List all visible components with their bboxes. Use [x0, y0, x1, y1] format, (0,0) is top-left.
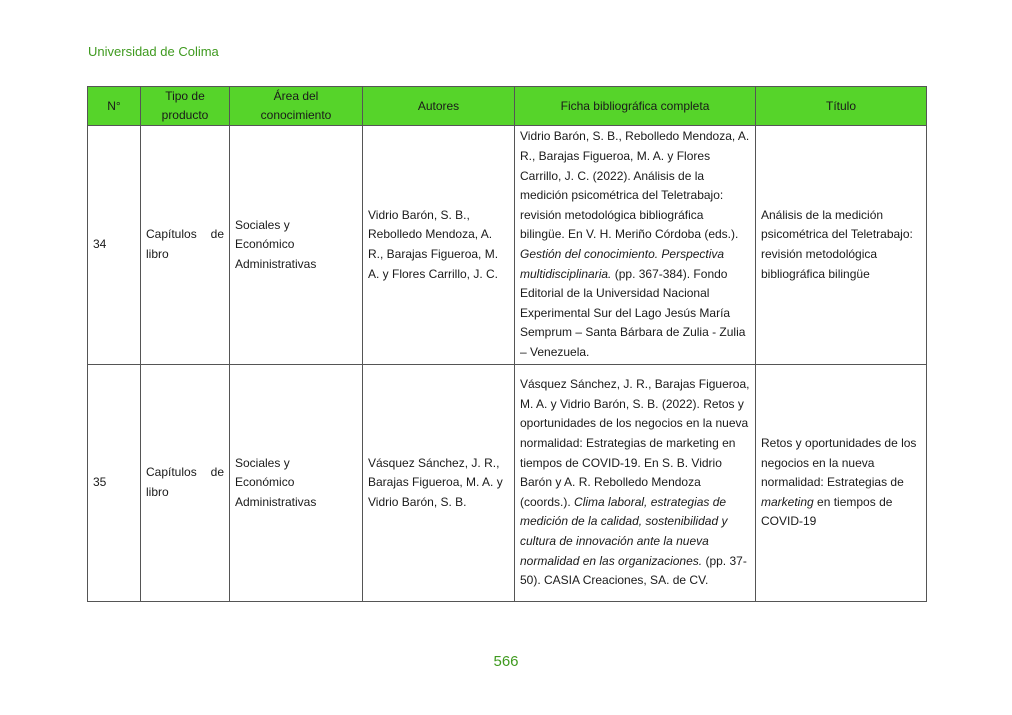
row-titulo-text: Análisis de la medición psicométrica del Teletrabajo: revisión metodológica bibliográfica bilingüe — [761, 207, 913, 281]
row-ficha-book-title: Gestión del conocimiento. Perspectiva multidisciplinaria. — [520, 247, 725, 281]
row-area-text: Sociales y Económico Administrativas — [235, 455, 317, 509]
column-header-area-label: Área del conocimiento — [260, 89, 332, 122]
row-ficha-text: Vidrio Barón, S. B., Rebolledo Mendoza, A. R., Barajas Figueroa, M. A. y Flores Carrillo, J. C. (2022). Análisis de la medición psicométrica del Teletrabajo: revisión metodológica bibliográfica bilingüe. En V. H. Meriño Córdoba (eds.). — [520, 129, 750, 242]
row-autores: Vásquez Sánchez, J. R., Barajas Figueroa, M. A. y Vidrio Barón, S. B. — [363, 365, 515, 602]
row-titulo-text: Retos y oportunidades de los negocios en la nueva normalidad: Estrategias de — [761, 436, 917, 490]
column-header-area — [230, 87, 363, 126]
column-header-tipo-label: Tipo de producto — [161, 89, 209, 122]
row-area — [230, 365, 363, 602]
row-ficha-text: Vásquez Sánchez, J. R., Barajas Figueroa, M. A. y Vidrio Barón, S. B. (2022). Retos y oportunidades de los negocios en la nueva normalidad: Estrategias de marketing en tiempos de COVID-19. En S. B. Vidrio Barón y A. R. Rebolledo Mendoza (coords.). — [520, 377, 750, 509]
column-header-autores: Autores — [363, 87, 515, 126]
table-row — [88, 365, 927, 602]
column-header-ficha: Ficha bibliográfica completa — [515, 87, 756, 126]
page-number: 566 — [493, 653, 519, 670]
row-autores: Vidrio Barón, S. B., Rebolledo Mendoza, A. R., Barajas Figueroa, M. A. y Flores Carrillo, J. C. — [363, 126, 515, 365]
row-titulo — [756, 365, 927, 602]
column-header-num: N° — [88, 87, 141, 126]
bibliography-table — [87, 86, 927, 602]
row-tipo: Capítulos de libro — [141, 126, 230, 365]
row-ficha-book-title: Clima laboral, estrategias de medición de la calidad, sostenibilidad y cultura de innovación ante la nueva normalidad en las organizaciones. — [520, 494, 728, 568]
row-number: 34 — [88, 126, 141, 365]
row-ficha-publisher: (pp. 37-50). CASIA Creaciones, SA. de CV. — [520, 553, 747, 588]
table-row — [88, 126, 927, 365]
row-titulo-italic: marketing — [761, 494, 814, 509]
table-header-row — [88, 87, 927, 126]
row-ficha-publisher: (pp. 367-384). Fondo Editorial de la Universidad Nacional Experimental Sur del Lago Jesús María Semprum – Santa Bárbara de Zulia - Zulia – Venezuela. — [520, 266, 746, 359]
row-number: 35 — [88, 365, 141, 602]
row-titulo — [756, 126, 927, 365]
row-area — [230, 126, 363, 365]
row-area-text: Sociales y Económico Administrativas — [235, 217, 317, 271]
column-header-tipo — [141, 87, 230, 126]
row-ficha — [515, 365, 756, 602]
institution-header: Universidad de Colima — [88, 44, 219, 59]
row-titulo-rest: en tiempos de COVID-19 — [761, 494, 893, 529]
row-tipo: Capítulos de libro — [141, 365, 230, 602]
row-ficha — [515, 126, 756, 365]
column-header-titulo: Título — [756, 87, 927, 126]
